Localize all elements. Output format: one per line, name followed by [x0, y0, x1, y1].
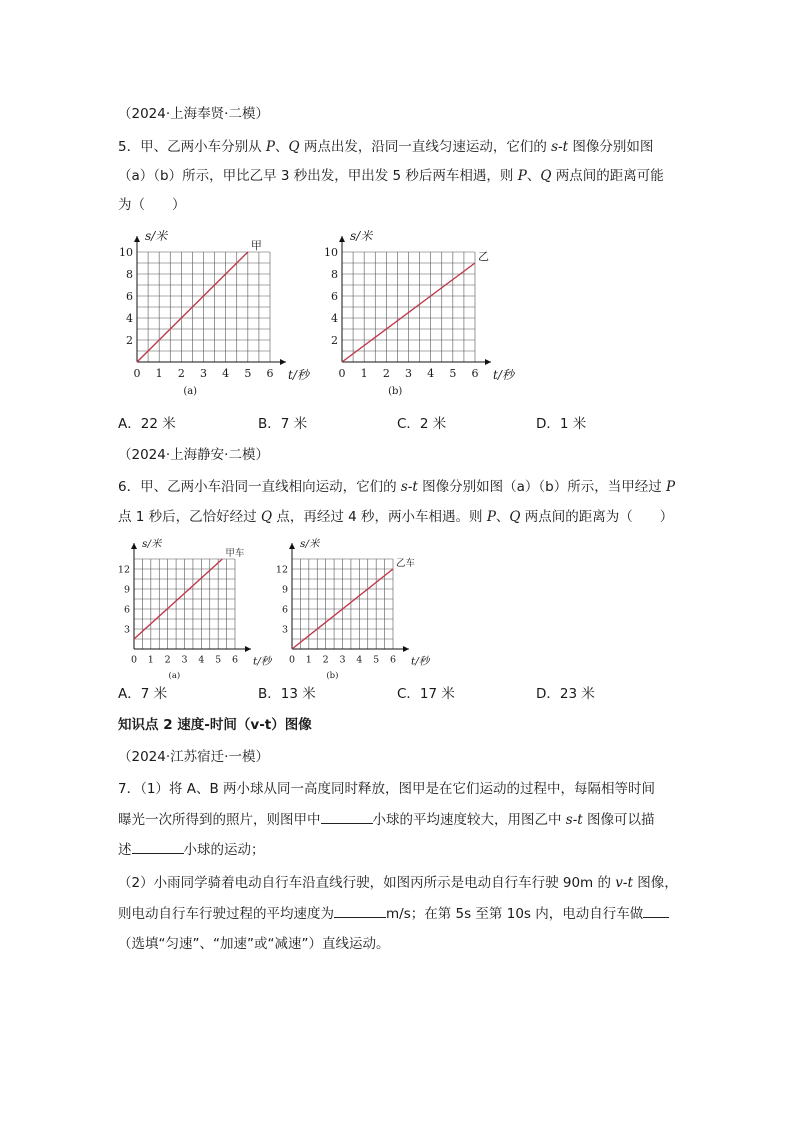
q6-option-b[interactable]: B．13 米 — [258, 686, 316, 702]
q5-source: （2024·上海奉贤·二模） — [118, 106, 269, 122]
x-tick-label: 2 — [177, 367, 185, 380]
q5-chart-a — [112, 226, 312, 404]
x-tick-label: 4 — [356, 654, 363, 666]
x-tick-label: 3 — [181, 654, 188, 666]
q6-source: （2024·上海静安·二模） — [118, 447, 269, 463]
x-tick-label: 3 — [405, 367, 412, 380]
series-label: 乙车 — [396, 558, 416, 569]
x-tick-label: 2 — [322, 654, 329, 666]
x-tick-label: 4 — [198, 654, 205, 666]
y-tick-label: 9 — [281, 584, 288, 596]
y-tick-label: 6 — [281, 604, 288, 616]
x-tick-label: 6 — [471, 367, 479, 380]
x-tick-label: 5 — [449, 367, 457, 380]
q6-chart-a — [112, 538, 272, 681]
x-tick-label: 3 — [339, 654, 346, 666]
y-tick-label: 6 — [126, 289, 133, 303]
x-tick-label: 1 — [305, 654, 312, 666]
q7-line-6: （选填“匀速”、“加速”或“减速”）直线运动。 — [118, 936, 390, 952]
x-tick-label: 0 — [338, 367, 346, 380]
q6-line-2: 点 1 秒后，乙恰好经过 Q 点，再经过 4 秒，两小车相遇。则 P、Q 两点间的距离为（ ） — [118, 509, 674, 525]
panel-caption: (b) — [388, 386, 403, 397]
panel-caption: (a) — [183, 386, 198, 397]
q5-line-1: 5．甲、乙两小车分别从 P、Q 两点出发，沿同一直线匀速运动，它们的 s-t 图像分别如图 — [118, 139, 654, 155]
q7-line-5: 则电动自行车行驶过程的平均速度为 m/s；在第 5s 至第 10s 内，电动自行车做 — [118, 904, 669, 923]
x-axis-label: t/秒 — [493, 368, 514, 382]
y-axis-arrow — [289, 543, 295, 549]
y-axis-arrow — [339, 236, 345, 242]
x-tick-label: 5 — [373, 654, 380, 666]
x-axis-label: t/秒 — [411, 655, 430, 668]
x-axis-arrow — [403, 646, 409, 652]
x-axis-arrow — [485, 359, 491, 365]
y-axis-label: s/米 — [300, 538, 320, 550]
x-tick-label: 4 — [222, 367, 230, 380]
x-tick-label: 6 — [389, 654, 397, 666]
x-tick-label: 0 — [133, 367, 141, 380]
x-tick-label: 6 — [266, 367, 274, 380]
series-label: 甲 — [250, 239, 262, 252]
y-axis-arrow — [134, 236, 140, 242]
x-tick-label: 2 — [382, 367, 390, 380]
x-tick-label: 5 — [244, 367, 252, 380]
x-axis-arrow — [245, 646, 251, 652]
blank-4[interactable] — [643, 904, 669, 918]
q5-chart-b — [317, 226, 517, 404]
y-axis-label: s/米 — [145, 229, 168, 243]
q5-line-3: 为（ ） — [118, 197, 186, 213]
y-tick-label: 12 — [117, 564, 130, 576]
q5-option-b[interactable]: B．7 米 — [258, 416, 308, 432]
blank-3[interactable] — [334, 904, 386, 918]
series-label: 乙 — [478, 250, 489, 263]
y-tick-label: 8 — [331, 267, 338, 281]
q5-line-2: （a）（b）所示，甲比乙早 3 秒出发，甲出发 5 秒后两车相遇，则 P、Q 两点间的距离可能 — [118, 168, 664, 184]
y-tick-label: 6 — [123, 604, 130, 616]
section-title: 知识点 2 速度-时间（v-t）图像 — [118, 717, 312, 733]
q7-line-2: 曝光一次所得到的照片，则图甲中 小球的平均速度较大，用图乙中 s-t 图像可以描 — [118, 812, 655, 828]
x-tick-label: 5 — [215, 654, 222, 666]
q7-line-1: 7．（1）将 A、B 两小球从同一高度同时释放，图甲是在它们运动的过程中，每隔相等时间 — [118, 781, 656, 797]
y-tick-label: 2 — [126, 333, 133, 347]
x-axis-label: t/秒 — [288, 368, 309, 382]
q6-option-c[interactable]: C．17 米 — [397, 686, 455, 702]
series-label: 甲车 — [225, 548, 245, 559]
q6-chart-b — [270, 538, 430, 681]
q6-line-1: 6．甲、乙两小车沿同一直线相向运动，它们的 s-t 图像分别如图（a）（b）所示，当甲经过 P — [118, 479, 676, 495]
q7-line-3: 述 小球的运动； — [118, 842, 265, 858]
y-tick-label: 10 — [324, 245, 338, 259]
y-tick-label: 4 — [126, 311, 133, 325]
y-tick-label: 2 — [331, 333, 338, 347]
blank-2[interactable] — [132, 840, 184, 854]
x-axis-label: t/秒 — [253, 655, 272, 668]
panel-caption: (b) — [326, 671, 339, 681]
q5-option-d[interactable]: D．1 米 — [536, 416, 587, 432]
x-tick-label: 2 — [164, 654, 171, 666]
y-tick-label: 3 — [281, 624, 288, 636]
q7-line-4: （2）小雨同学骑着电动自行车沿直线行驶，如图丙所示是电动自行车行驶 90m 的 v-t 图像， — [118, 875, 678, 891]
y-axis-label: s/米 — [350, 229, 373, 243]
y-tick-label: 3 — [123, 624, 130, 636]
y-axis-arrow — [131, 543, 137, 549]
y-tick-label: 8 — [126, 267, 133, 281]
q6-option-d[interactable]: D．23 米 — [536, 686, 595, 702]
y-axis-label: s/米 — [142, 538, 162, 550]
x-tick-label: 1 — [155, 367, 163, 380]
x-tick-label: 3 — [200, 367, 207, 380]
y-tick-label: 4 — [331, 311, 338, 325]
q7-source: （2024·江苏宿迁·一模） — [118, 749, 269, 765]
blank-1[interactable] — [321, 810, 373, 824]
y-tick-label: 6 — [331, 289, 338, 303]
x-tick-label: 1 — [147, 654, 154, 666]
y-tick-label: 12 — [275, 564, 288, 576]
y-tick-label: 9 — [123, 584, 130, 596]
q6-option-a[interactable]: A．7 米 — [118, 686, 168, 702]
q5-option-c[interactable]: C．2 米 — [397, 416, 447, 432]
x-tick-label: 6 — [231, 654, 239, 666]
y-tick-label: 10 — [119, 245, 133, 259]
x-tick-label: 4 — [427, 367, 435, 380]
panel-caption: (a) — [168, 671, 181, 681]
x-tick-label: 0 — [288, 654, 296, 666]
x-tick-label: 0 — [130, 654, 138, 666]
q5-option-a[interactable]: A．22 米 — [118, 416, 176, 432]
x-axis-arrow — [280, 359, 286, 365]
x-tick-label: 1 — [360, 367, 368, 380]
